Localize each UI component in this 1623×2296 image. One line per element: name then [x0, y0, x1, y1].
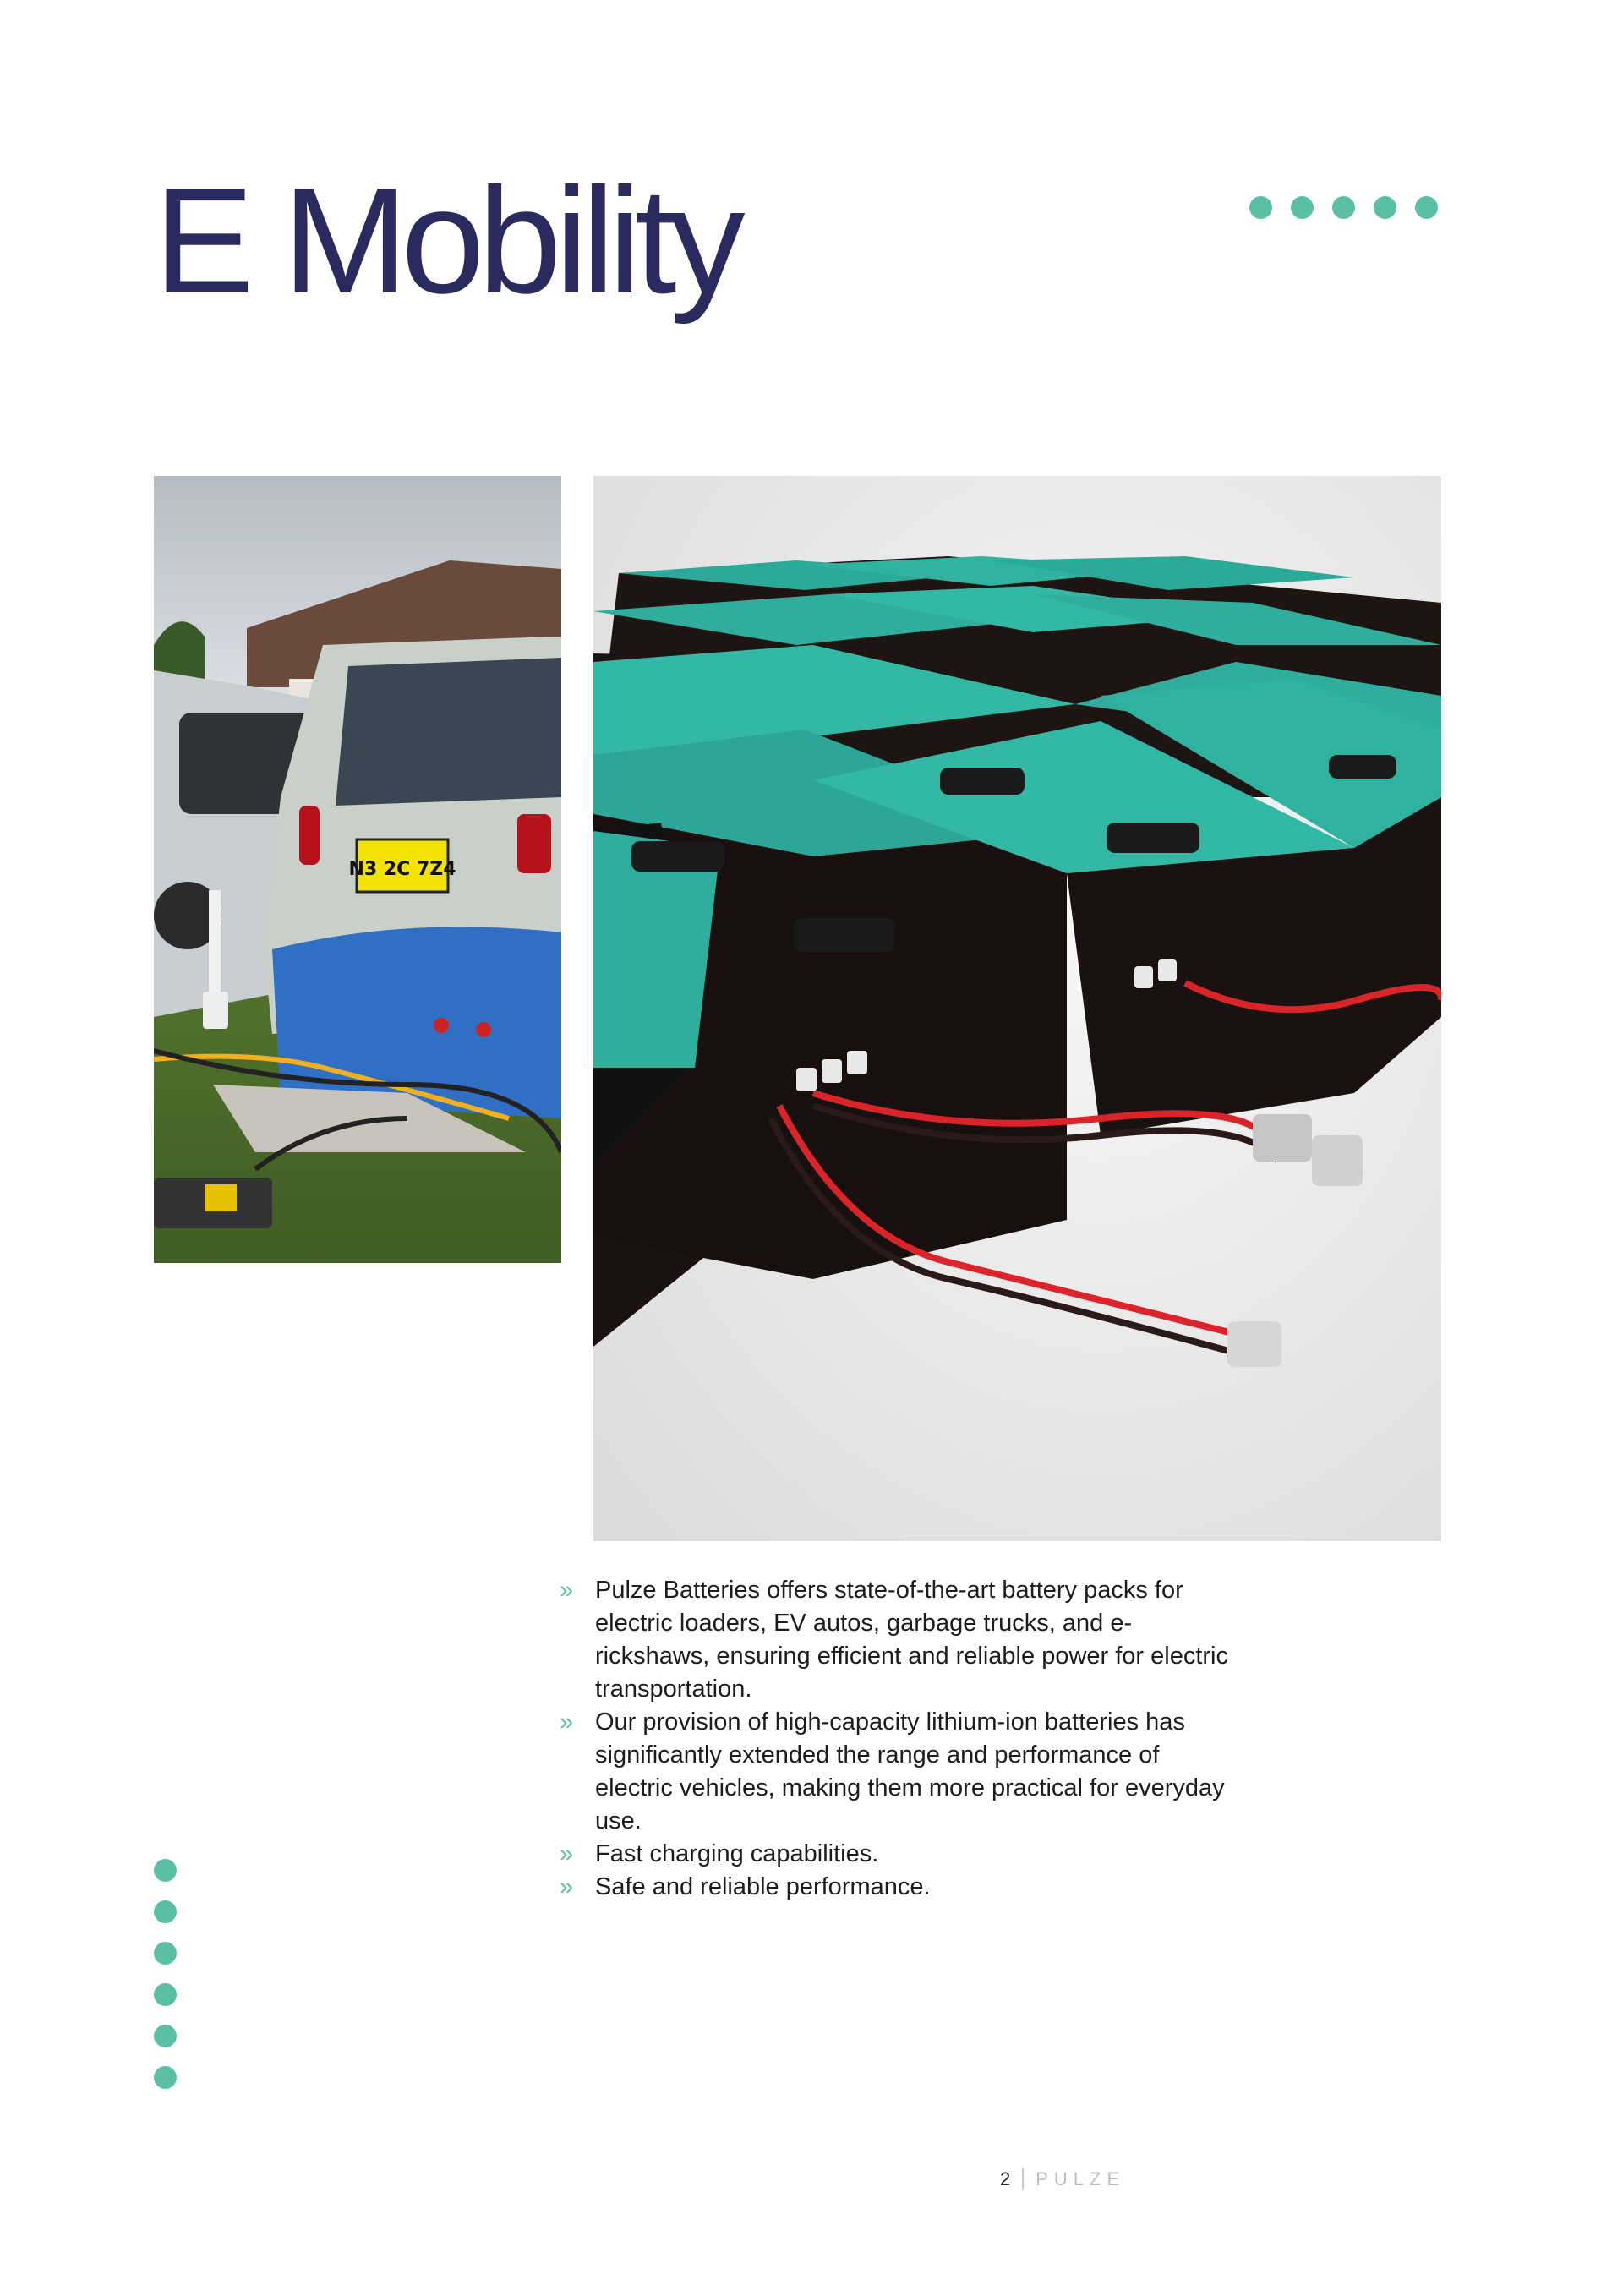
battery-packs-illustration	[593, 476, 1441, 1541]
bullet-item	[560, 1871, 1236, 1904]
decorative-dot	[154, 1900, 177, 1923]
decorative-dot	[154, 1859, 177, 1882]
feature-bullet-list	[560, 1574, 1236, 1904]
decorative-dots-top	[1249, 196, 1438, 219]
decorative-dot	[154, 1983, 177, 2006]
footer-divider	[1022, 2168, 1024, 2190]
bullet-text: Fast charging capabilities.	[595, 1840, 879, 1867]
decorative-dot	[1374, 196, 1396, 219]
decorative-dot	[1249, 196, 1272, 219]
battery-packs-photo	[593, 476, 1441, 1541]
car-charging-illustration	[154, 476, 561, 1263]
bullet-marker: »	[560, 1577, 574, 1604]
bullet-text: Our provision of high-capacity lithium-ion batteries has significantly extended the range and performance of electric vehicles, making them more practical for everyday use.	[595, 1708, 1225, 1834]
decorative-dot	[1332, 196, 1355, 219]
bullet-marker: »	[560, 1873, 574, 1900]
bullet-text: Safe and reliable performance.	[595, 1873, 931, 1900]
decorative-dots-side	[154, 1859, 177, 2089]
bullet-marker: »	[560, 1708, 574, 1736]
car-charging-photo	[154, 476, 561, 1263]
bullet-item	[560, 1706, 1236, 1838]
page-title: E Mobility	[154, 156, 739, 325]
decorative-dot	[154, 1942, 177, 1965]
bullet-marker: »	[560, 1840, 574, 1867]
license-plate: N3 2C 7Z4	[348, 859, 456, 880]
footer-brand: PULZE	[1036, 2168, 1126, 2189]
decorative-dot	[154, 2066, 177, 2089]
bullet-item	[560, 1574, 1236, 1706]
decorative-dot	[154, 2025, 177, 2047]
page-footer	[1000, 2168, 1125, 2190]
bullet-item	[560, 1838, 1236, 1871]
bullet-text: Pulze Batteries offers state-of-the-art battery packs for electric loaders, EV autos, garbage trucks, and e-rickshaws, ensuring efficient and reliable power for electric transportation.	[595, 1577, 1228, 1703]
page-number: 2	[1000, 2168, 1011, 2189]
decorative-dot	[1415, 196, 1438, 219]
decorative-dot	[1291, 196, 1314, 219]
